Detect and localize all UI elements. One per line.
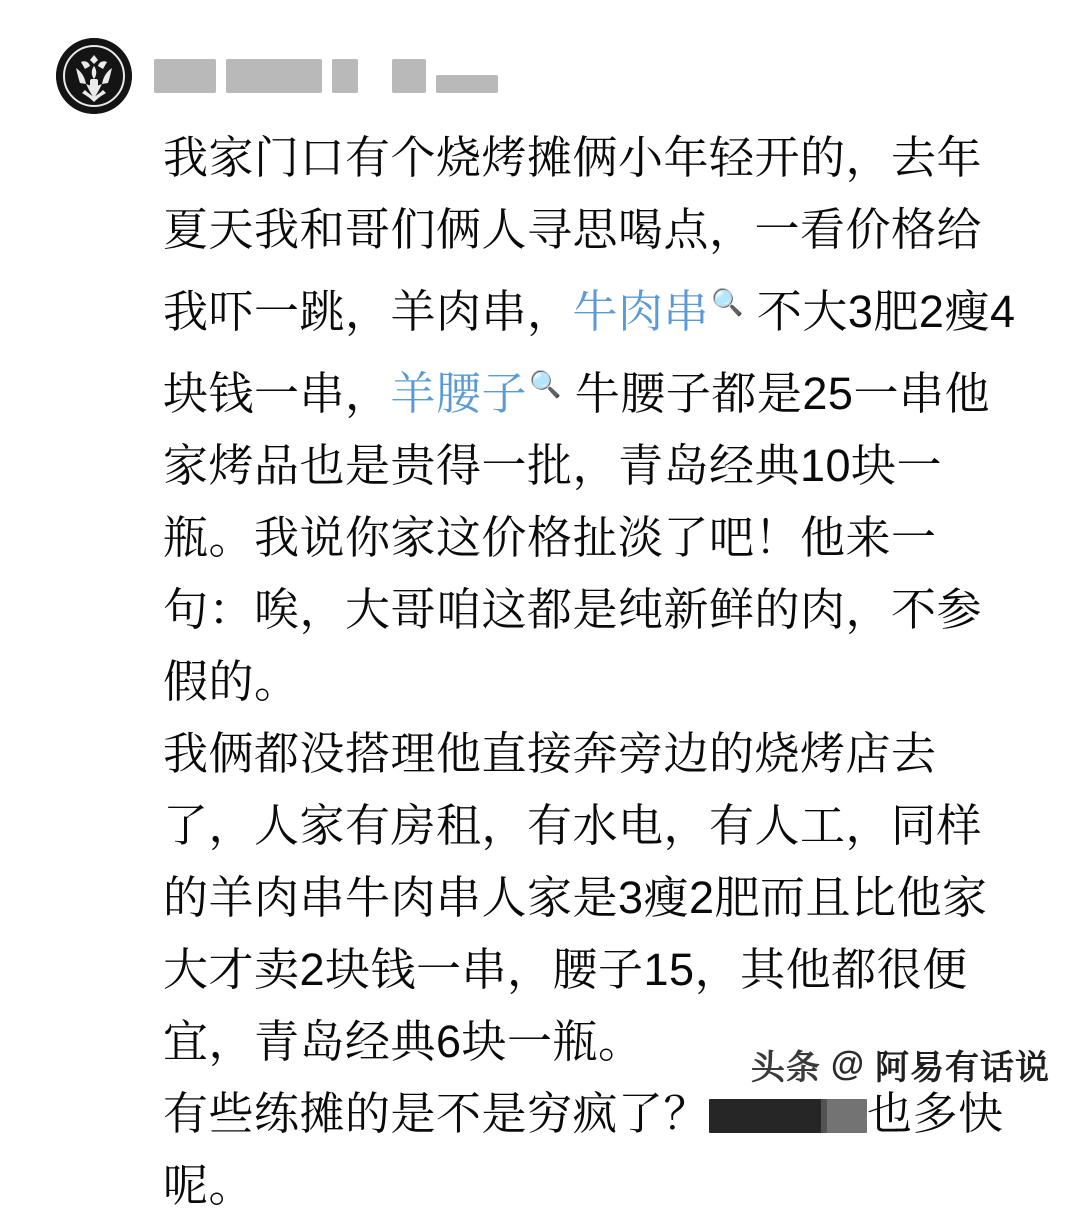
paragraph-3-part-2: 也多快呢。 bbox=[163, 1088, 1004, 1211]
search-icon: 🔍 bbox=[711, 287, 744, 317]
avatar[interactable] bbox=[56, 38, 132, 114]
redaction-block bbox=[821, 1099, 867, 1133]
keyword-link-lamb-kidney[interactable]: 羊腰子🔍 bbox=[390, 368, 562, 419]
post-header bbox=[56, 38, 498, 114]
paragraph-1-part-2: 不大3肥2瘦4块钱一串， bbox=[163, 286, 1016, 419]
keyword-link-beef-skewer[interactable]: 牛肉串🔍 bbox=[572, 286, 744, 337]
search-icon: 🔍 bbox=[529, 369, 562, 399]
watermark-platform: 头条 bbox=[750, 1049, 821, 1087]
redaction-block bbox=[436, 75, 498, 93]
redaction-block bbox=[154, 59, 216, 93]
watermark bbox=[751, 1040, 1050, 1089]
author-name-redacted[interactable] bbox=[154, 56, 498, 96]
redaction-block bbox=[392, 59, 426, 93]
paragraph-3 bbox=[163, 1078, 1023, 1222]
paragraph-1-part-1: 我家门口有个烧烤摊俩小年轻开的，去年夏天我和哥们俩人寻思喝点，一看价格给我吓一跳，羊肉串， bbox=[163, 132, 983, 337]
redaction-block bbox=[226, 59, 322, 93]
redaction-block bbox=[709, 1099, 827, 1133]
paragraph-1-part-3: 牛腰子都是25一串他家烤品也是贵得一批，青岛经典10块一瓶。我说你家这价格扯淡了吧！他来一句：唉，大哥咱这都是纯新鲜的肉，不参假的。 bbox=[163, 368, 990, 707]
watermark-separator: @ bbox=[830, 1045, 865, 1083]
paragraph-3-part-1: 有些练摊的是不是穷疯了？ bbox=[163, 1088, 710, 1139]
watermark-account: 阿易有话说 bbox=[875, 1049, 1050, 1087]
paragraph-2 bbox=[163, 718, 1023, 1078]
paragraph-2-text: 我俩都没搭理他直接奔旁边的烧烤店去了，人家有房租，有水电，有人工，同样的羊肉串牛肉串人家是3瘦2肥而且比他家大才卖2块钱一串，腰子15，其他都很便宜，青岛经典6块一瓶。 bbox=[163, 728, 988, 1067]
redaction-block bbox=[332, 59, 358, 93]
paragraph-1 bbox=[163, 122, 1023, 718]
eagle-crest-icon bbox=[56, 38, 132, 114]
